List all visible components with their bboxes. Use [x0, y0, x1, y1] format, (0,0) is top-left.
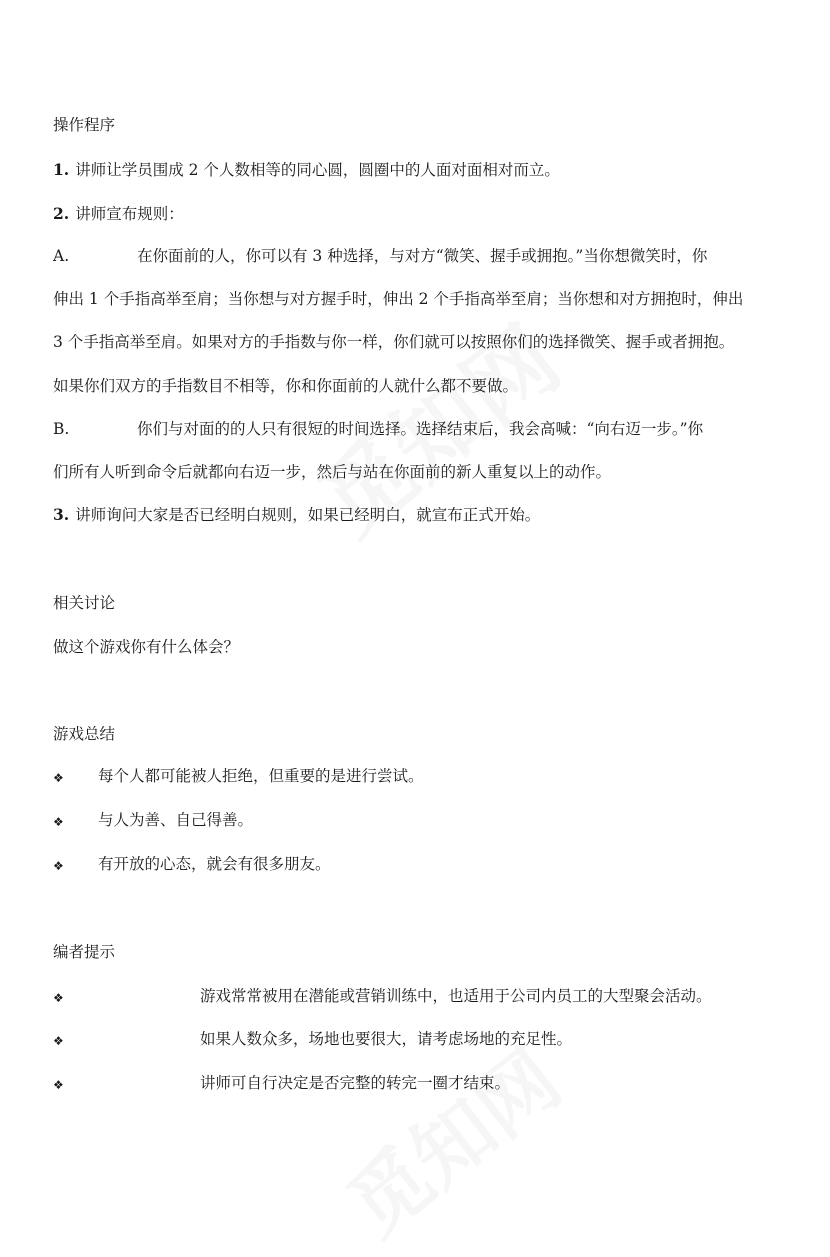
bullet-diamond-icon: ❖: [53, 1034, 64, 1048]
step-number: 3.: [53, 505, 70, 524]
bullet-diamond-icon: ❖: [53, 859, 64, 873]
step-text: 讲师宣布规则：: [75, 205, 184, 223]
bullet-diamond-icon: ❖: [53, 815, 64, 829]
rule-text: 在你面前的人，你可以有 3 种选择，与对方“微笑、握手或拥抱。”当你想微笑时，你: [137, 247, 708, 265]
bullet-diamond-icon: ❖: [53, 1078, 64, 1092]
discussion-question: 做这个游戏你有什么体会？: [53, 638, 240, 656]
section-title-tips: 编者提示: [53, 943, 116, 961]
section-title-discussion: 相关讨论: [53, 594, 116, 612]
rule-text: 你们与对面的的人只有很短的时间选择。选择结束后，我会高喊：“向右迈一步。”你: [137, 420, 704, 438]
rule-a-line-3: 3 个手指高举至肩。如果对方的手指数与你一样，你们就可以按照你们的选择微笑、握手或者拥抱。: [53, 333, 735, 351]
bullet-diamond-icon: ❖: [53, 991, 64, 1005]
tip-item: 游戏常常被用在潜能或营销训练中，也适用于公司内员工的大型聚会活动。: [200, 987, 712, 1005]
summary-item: 与人为善、自己得善。: [98, 811, 254, 829]
rule-b-line-2: 们所有人听到命令后就都向右迈一步，然后与站在你面前的新人重复以上的动作。: [53, 463, 612, 481]
rule-b-line-1: [53, 419, 703, 439]
watermark: [320, 1018, 580, 1256]
step-1: [53, 160, 560, 180]
summary-item: 有开放的心态，就会有很多朋友。: [98, 855, 331, 873]
step-number: 1.: [53, 160, 70, 179]
tip-item: 讲师可自行决定是否完整的转完一圈才结束。: [200, 1074, 511, 1092]
step-text: 讲师询问大家是否已经明白规则，如果已经明白，就宣布正式开始。: [75, 506, 541, 524]
rule-a-line-1: [53, 246, 707, 266]
bullet-diamond-icon: ❖: [53, 771, 64, 785]
summary-item: 每个人都可能被人拒绝，但重要的是进行尝试。: [98, 767, 424, 785]
rule-letter: B.: [53, 420, 70, 438]
section-title-summary: 游戏总结: [53, 725, 116, 743]
section-title-procedure: 操作程序: [53, 116, 116, 134]
rule-letter: A.: [53, 247, 70, 265]
step-number: 2.: [53, 204, 70, 223]
tip-item: 如果人数众多，场地也要很大，请考虑场地的充足性。: [200, 1030, 573, 1048]
rule-a-line-4: 如果你们双方的手指数目不相等，你和你面前的人就什么都不要做。: [53, 377, 519, 395]
step-2: [53, 204, 184, 224]
step-3: [53, 505, 540, 525]
rule-a-line-2: 伸出 1 个手指高举至肩；当你想与对方握手时，伸出 2 个手指高举至肩；当你想和对方拥抱时，伸出: [53, 290, 744, 308]
step-text: 讲师让学员围成 2 个人数相等的同心圆，圆圈中的人面对面相对而立。: [75, 161, 560, 179]
